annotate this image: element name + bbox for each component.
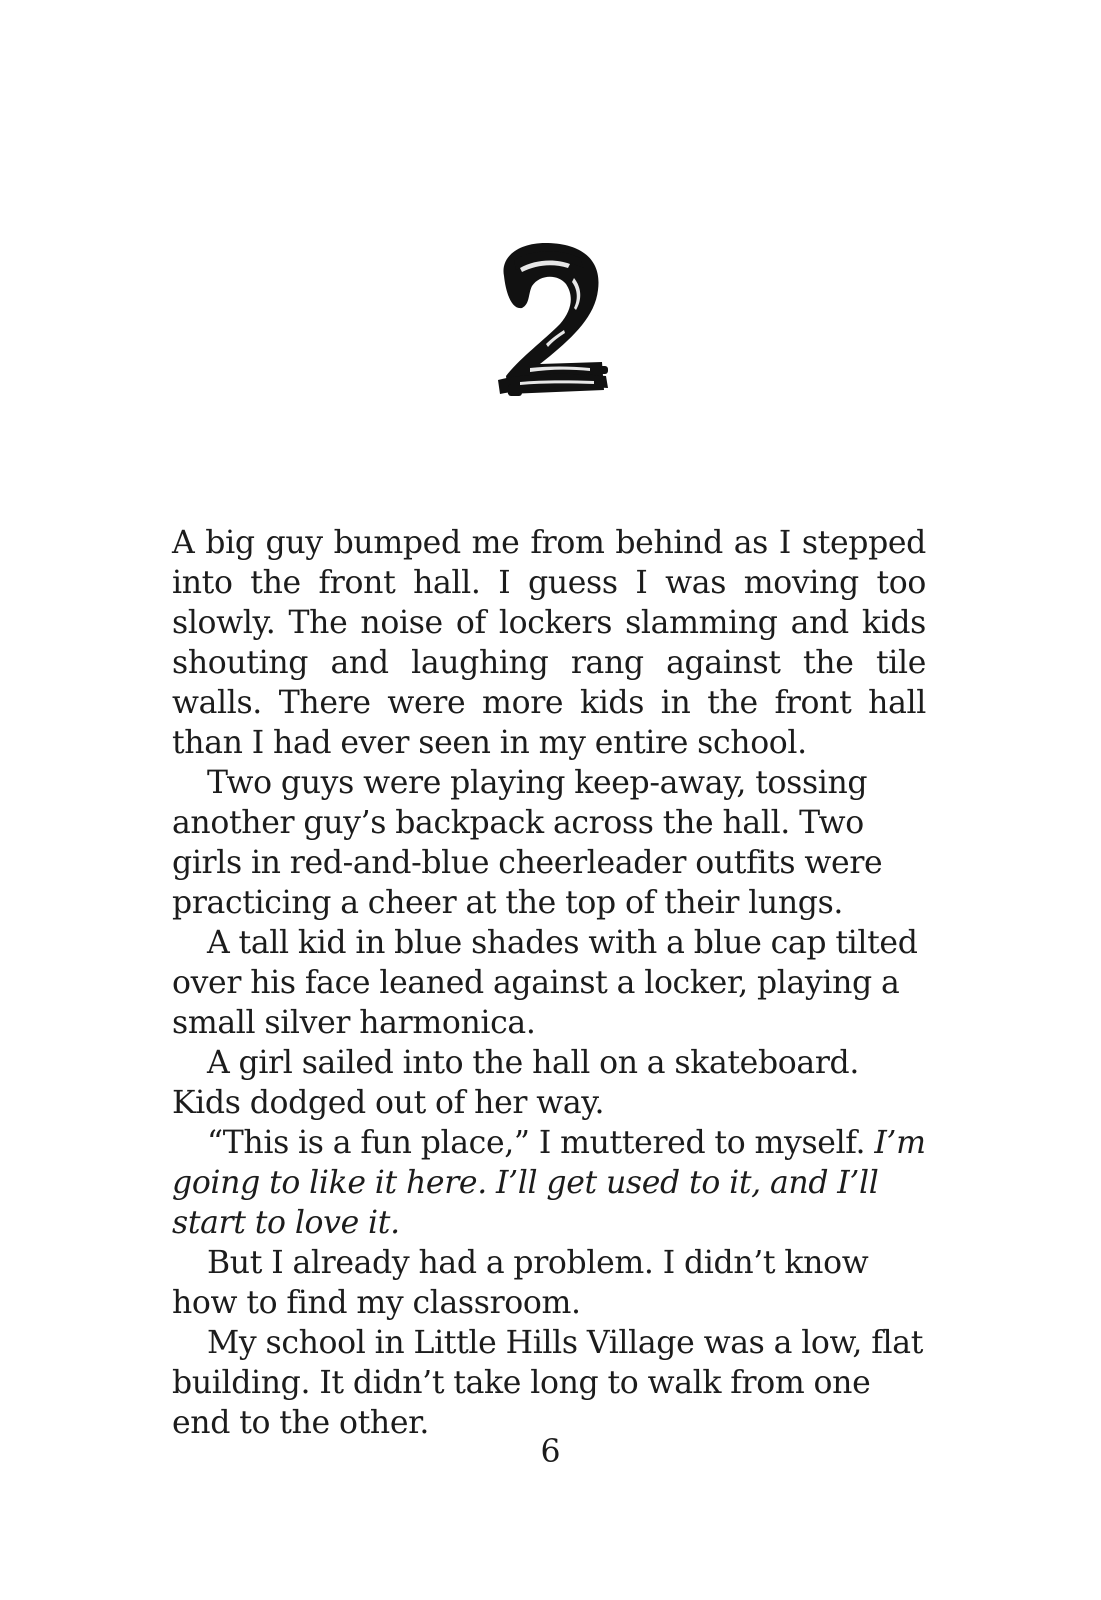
paragraph-5 bbox=[172, 1123, 926, 1243]
paragraph-4: A girl sailed into the hall on a skateboard. Kids dodged out of her way. bbox=[172, 1045, 860, 1121]
paragraph-3: A tall kid in blue shades with a blue cap tilted over his face leaned against a locker, playing a small silver harmonica. bbox=[172, 925, 918, 1041]
brush-numeral-two-icon bbox=[490, 238, 616, 398]
paragraph-5-spoken: “This is a fun place,” I muttered to myself. bbox=[207, 1125, 866, 1161]
paragraph-7: My school in Little Hills Village was a low, flat building. It didn’t take long to walk from one end to the other. bbox=[172, 1325, 924, 1441]
paragraph-1: A big guy bumped me from behind as I stepped into the front hall. I guess I was moving too slowly. The noise of lockers slamming and kids shouting and laughing rang against the tile walls. There were more kids in the front hall than I had ever seen in my entire school. bbox=[172, 525, 926, 761]
paragraph-6: But I already had a problem. I didn’t know how to find my classroom. bbox=[172, 1245, 869, 1321]
paragraph-2: Two guys were playing keep-away, tossing another guy’s backpack across the hall. Two girls in red-and-blue cheerleader outfits were practicing a cheer at the top of their lungs. bbox=[172, 765, 883, 921]
paragraph-5-thought: I’m going to like it here. I’ll get used to it, and I’ll start to love it. bbox=[172, 1125, 926, 1241]
chapter-number bbox=[490, 238, 616, 398]
page-number: 6 bbox=[540, 1434, 561, 1470]
body-text bbox=[172, 523, 926, 1443]
